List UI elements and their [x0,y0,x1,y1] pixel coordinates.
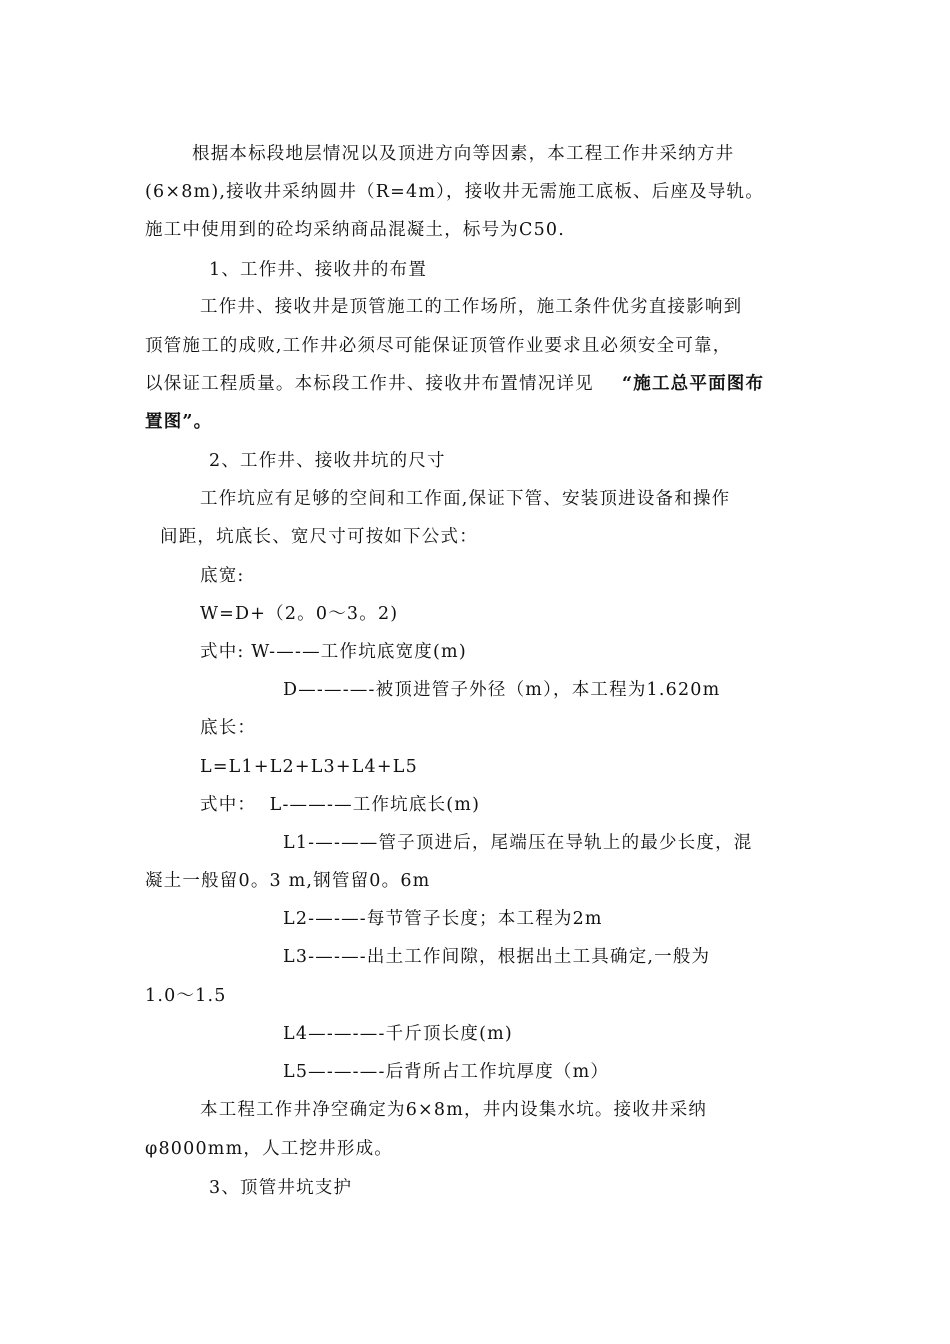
formula-definition: 式中： L-——-—工作坑底长(m) [200,795,481,815]
section-heading: 1、工作井、接收井的布置 [209,260,428,280]
formula-definition: L3-—-—-出土工作间隙，根据出土工具确定,一般为 [283,947,711,967]
formula-definition: 1.0～1.5 [145,986,227,1006]
paragraph-line: 施工中使用到的砼均采纳商品混凝土，标号为C50. [145,220,566,240]
formula-definition: L4—-—-—-千斤顶长度(m) [283,1024,513,1044]
formula-definition: 式中: W-—-—工作坑底宽度(m) [200,642,467,662]
section-heading: 2、工作井、接收井坑的尺寸 [209,451,446,471]
formula-definition: L2-—-—-每节管子长度；本工程为2m [283,909,603,929]
paragraph-line: 以保证工程质量。本标段工作井、接收井布置情况详见 [145,374,594,394]
paragraph-line: (6×8m),接收井采纳圆井（R=4m），接收井无需施工底板、后座及导轨。 [145,182,764,202]
formula-label: 底宽: [200,566,245,586]
paragraph-line: 间距，坑底长、宽尺寸可按如下公式： [160,527,478,547]
formula-definition: 凝土一般留0。3 m,钢管留0。6m [145,871,431,891]
formula-definition: L1-—-——管子顶进后，尾端压在导轨上的最少长度，混 [283,833,753,853]
formula-label: 底长： [200,718,257,738]
paragraph-line: 本工程工作井净空确定为6×8m，井内设集水坑。接收井采纳 [200,1100,708,1120]
formula-definition: L5—-—-—-后背所占工作坑厚度（m） [283,1062,610,1082]
formula: L=L1+L2+L3+L4+L5 [200,757,418,777]
section-heading: 3、顶管井坑支护 [209,1178,353,1198]
bold-reference: 置图”。 [145,412,213,432]
paragraph-line: 根据本标段地层情况以及顶进方向等因素，本工程工作井采纳方井 [192,144,735,164]
paragraph-line: 工作井、接收井是顶管施工的工作场所，施工条件优劣直接影响到 [200,297,743,317]
formula: W=D+（2。0～3。2) [200,604,399,624]
formula-definition: D—-—-—-被顶进管子外径（m），本工程为1.620m [283,680,721,700]
bold-reference: “施工总平面图布 [622,374,765,394]
paragraph-line: φ8000mm，人工挖井形成。 [145,1139,393,1159]
paragraph-line: 工作坑应有足够的空间和工作面,保证下管、安装顶进设备和操作 [200,489,731,509]
paragraph-line: 顶管施工的成败,工作井必须尽可能保证顶管作业要求且必须安全可靠， [145,336,732,356]
